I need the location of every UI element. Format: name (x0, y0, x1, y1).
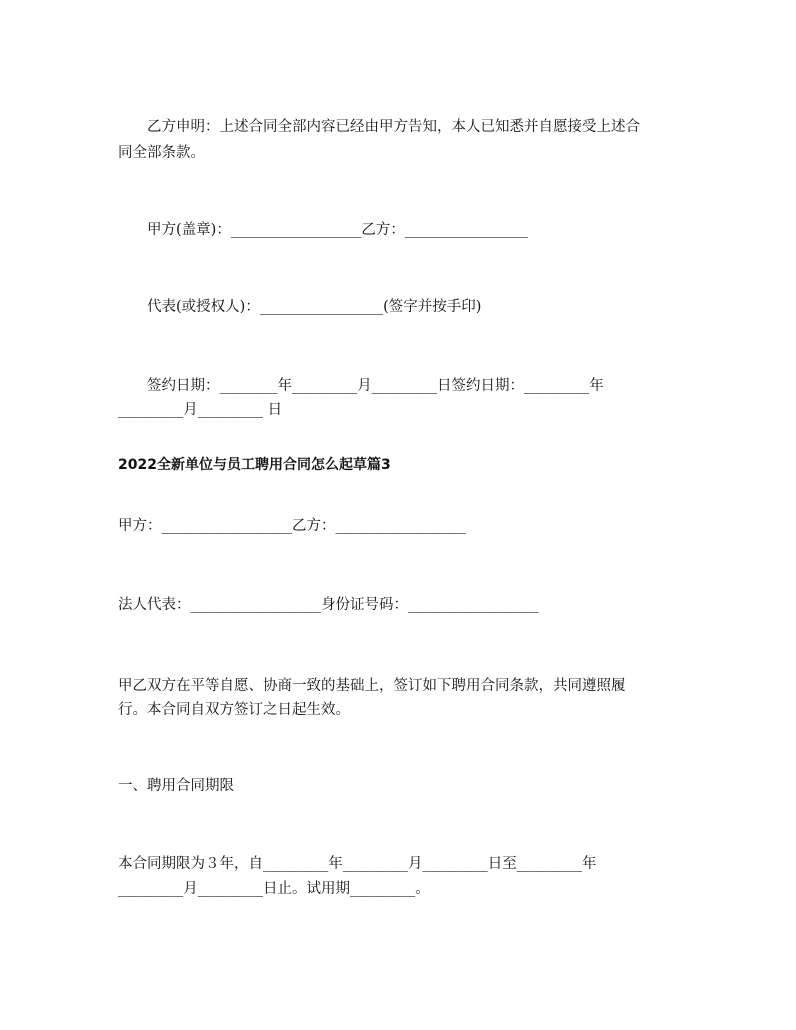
intro-paragraph-line-1: 甲乙双方在平等自愿、协商一致的基础上，签订如下聘用合同条款，共同遵照履 (118, 678, 626, 694)
signature-party-line: 甲方(盖章)：__________________乙方：_________________ (147, 222, 529, 238)
signature-representative-line: 代表(或授权人)：_________________(签字并按手印) (147, 299, 482, 315)
parties-line: 甲方：__________________乙方：__________________ (118, 518, 466, 534)
section-title: 2022全新单位与员工聘用合同怎么起草篇3 (118, 457, 391, 473)
signature-date-line-2: _________月_________ 日 (118, 402, 283, 418)
party-b-statement-line-1: 乙方申明：上述合同全部内容已经由甲方告知，本人已知悉并自愿接受上述合 (147, 119, 640, 135)
legal-representative-line: 法人代表：__________________身份证号码：__________________ (118, 597, 539, 613)
intro-paragraph-line-2: 行。本合同自双方签订之日起生效。 (118, 702, 350, 718)
contract-term-line-1: 本合同期限为３年，自_________年_________月_________日至_________年 (118, 856, 597, 872)
signature-date-line-1: 签约日期：________年_________月_________日签约日期：_________年 (147, 378, 604, 394)
party-b-statement-line-2: 同全部条款。 (118, 145, 205, 161)
contract-term-line-2: _________月_________日止。试用期_________。 (118, 881, 430, 897)
clause-1-title: 一、聘用合同期限 (118, 778, 234, 794)
